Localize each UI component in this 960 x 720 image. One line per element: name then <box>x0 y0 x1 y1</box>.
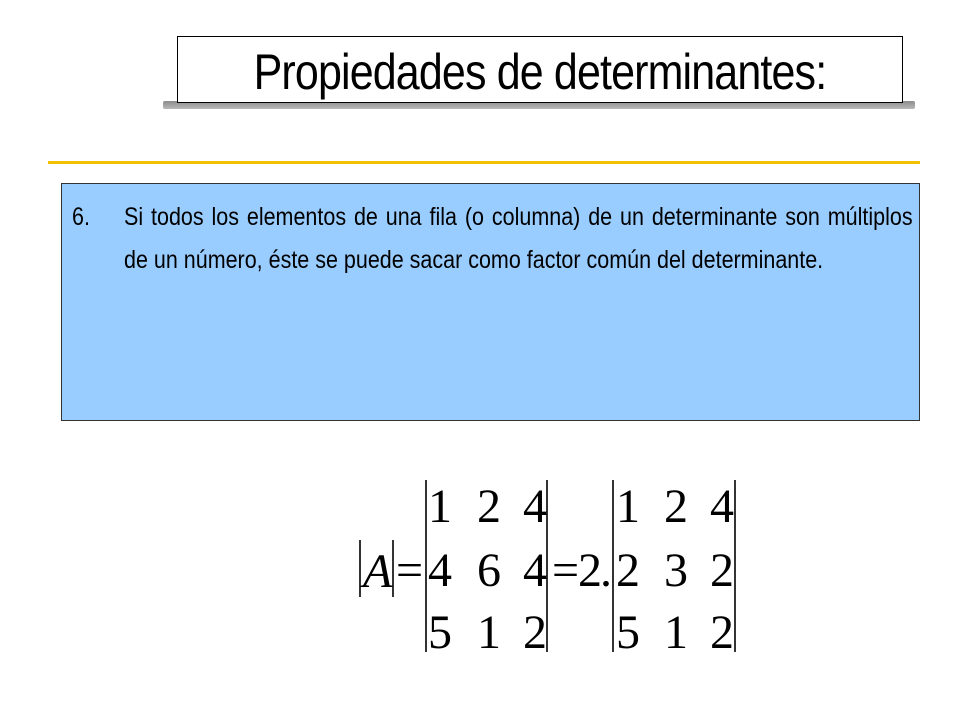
property-text: Si todos los elementos de una fila (o columna) de un determinante son múltiplos de un número, éste se puede sacar como factor común del determinante. <box>124 203 913 274</box>
matrix-cell: 2 <box>477 480 501 533</box>
matrix-cell: 4 <box>428 544 452 597</box>
equals-sign-2: = <box>552 544 580 597</box>
variable-a: A <box>363 545 393 598</box>
matrix-cell: 2 <box>523 606 547 659</box>
matrix-cell: 1 <box>428 480 452 533</box>
matrix-cell: 1 <box>477 606 501 659</box>
slide-title: Propiedades de determinantes: <box>253 43 827 100</box>
matrix-cell: 1 <box>616 480 640 533</box>
matrix-cell: 2 <box>710 544 734 597</box>
matrix-cell: 4 <box>523 480 547 533</box>
matrix-cell: 2 <box>710 606 734 659</box>
matrix-cell: 2 <box>616 544 640 597</box>
matrix-cell: 1 <box>664 606 688 659</box>
matrix-cell: 5 <box>616 606 640 659</box>
matrix-cell: 5 <box>428 606 452 659</box>
title-box <box>177 36 903 103</box>
scalar-factor: 2 <box>578 544 602 597</box>
equals-sign-1: = <box>396 544 424 597</box>
matrix-cell: 4 <box>523 544 547 597</box>
property-number: 6. <box>72 203 90 231</box>
divider-line <box>48 161 920 164</box>
matrix-cell: 3 <box>664 544 688 597</box>
multiplication-dot: . <box>600 544 612 597</box>
matrix-cell: 4 <box>710 480 734 533</box>
determinant-equation <box>340 470 760 660</box>
matrix-cell: 6 <box>477 544 501 597</box>
property-box <box>61 183 920 421</box>
matrix-cell: 2 <box>664 480 688 533</box>
